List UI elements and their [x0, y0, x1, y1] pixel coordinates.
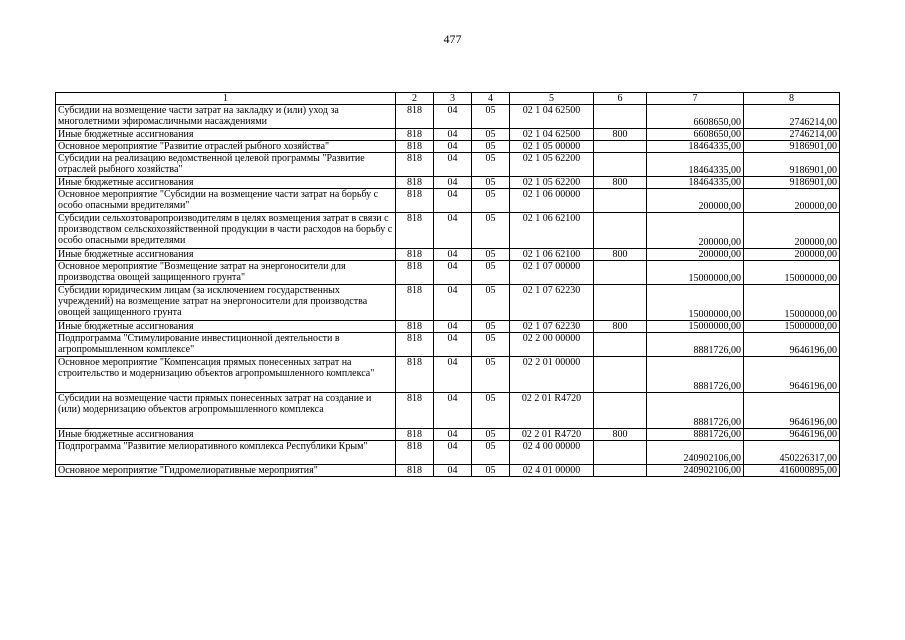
cell-name: Субсидии на возмещение части затрат на закладку и (или) уход за многолетними эфиромасличными насаждениями	[56, 105, 396, 129]
cell-chapter: 818	[396, 261, 434, 285]
table-row	[56, 105, 840, 129]
cell-amount-2020: 2746214,00	[744, 129, 840, 141]
cell-section: 04	[434, 261, 472, 285]
table-row	[56, 333, 840, 357]
cell-amount-2019: 18464335,00	[647, 177, 744, 189]
cell-chapter: 818	[396, 429, 434, 441]
cell-expense-type	[594, 357, 647, 393]
cell-expense-type	[594, 441, 647, 465]
cell-amount-2019: 200000,00	[647, 189, 744, 213]
cell-target-article: 02 1 04 62500	[510, 129, 594, 141]
cell-target-article: 02 1 06 00000	[510, 189, 594, 213]
table-row	[56, 141, 840, 153]
budget-table	[55, 92, 840, 477]
cell-section: 04	[434, 129, 472, 141]
cell-amount-2019: 8881726,00	[647, 429, 744, 441]
table-row	[56, 465, 840, 477]
cell-expense-type: 800	[594, 249, 647, 261]
cell-amount-2019: 8881726,00	[647, 393, 744, 429]
cell-section: 04	[434, 153, 472, 177]
cell-chapter: 818	[396, 213, 434, 249]
cell-expense-type	[594, 189, 647, 213]
cell-section: 04	[434, 429, 472, 441]
column-header-6: 6	[594, 93, 647, 105]
cell-subsection: 05	[472, 285, 510, 321]
cell-subsection: 05	[472, 357, 510, 393]
table-row	[56, 189, 840, 213]
cell-section: 04	[434, 357, 472, 393]
cell-expense-type	[594, 153, 647, 177]
cell-target-article: 02 1 07 62230	[510, 285, 594, 321]
cell-subsection: 05	[472, 105, 510, 129]
cell-amount-2019: 15000000,00	[647, 261, 744, 285]
cell-name: Основное мероприятие "Гидромелиоративные мероприятия"	[56, 465, 396, 477]
cell-subsection: 05	[472, 261, 510, 285]
cell-chapter: 818	[396, 189, 434, 213]
cell-name: Иные бюджетные ассигнования	[56, 177, 396, 189]
cell-amount-2019: 200000,00	[647, 213, 744, 249]
table-row	[56, 261, 840, 285]
cell-amount-2019: 8881726,00	[647, 333, 744, 357]
cell-amount-2020: 9646196,00	[744, 429, 840, 441]
cell-target-article: 02 2 01 R4720	[510, 393, 594, 429]
cell-section: 04	[434, 321, 472, 333]
cell-name: Субсидии юридическим лицам (за исключением государственных учреждений) на возмещение затрат на энергоносители для производства овощей защищенного грунта	[56, 285, 396, 321]
cell-name: Основное мероприятие "Субсидии на возмещение части затрат на борьбу с особо опасными вредителями"	[56, 189, 396, 213]
cell-section: 04	[434, 249, 472, 261]
cell-chapter: 818	[396, 357, 434, 393]
cell-amount-2020: 15000000,00	[744, 261, 840, 285]
column-header-8: 8	[744, 93, 840, 105]
cell-section: 04	[434, 105, 472, 129]
cell-chapter: 818	[396, 153, 434, 177]
cell-subsection: 05	[472, 393, 510, 429]
cell-section: 04	[434, 213, 472, 249]
cell-amount-2019: 6608650,00	[647, 105, 744, 129]
table-row	[56, 153, 840, 177]
cell-expense-type	[594, 285, 647, 321]
cell-name: Субсидии сельхозтоваропроизводителям в целях возмещения затрат в связи с производством сельскохозяйственной продукции в части расходов на борьбу с особо опасными вредителями	[56, 213, 396, 249]
cell-name: Иные бюджетные ассигнования	[56, 321, 396, 333]
cell-section: 04	[434, 393, 472, 429]
cell-expense-type	[594, 261, 647, 285]
cell-expense-type	[594, 213, 647, 249]
cell-amount-2019: 200000,00	[647, 249, 744, 261]
cell-chapter: 818	[396, 105, 434, 129]
cell-amount-2019: 6608650,00	[647, 129, 744, 141]
cell-subsection: 05	[472, 465, 510, 477]
cell-amount-2019: 240902106,00	[647, 465, 744, 477]
cell-amount-2019: 8881726,00	[647, 357, 744, 393]
cell-amount-2020: 9646196,00	[744, 393, 840, 429]
cell-section: 04	[434, 333, 472, 357]
cell-expense-type: 800	[594, 129, 647, 141]
cell-target-article: 02 4 00 00000	[510, 441, 594, 465]
cell-target-article: 02 4 01 00000	[510, 465, 594, 477]
table-row	[56, 285, 840, 321]
cell-expense-type	[594, 141, 647, 153]
cell-section: 04	[434, 177, 472, 189]
cell-expense-type	[594, 333, 647, 357]
table-row	[56, 321, 840, 333]
cell-chapter: 818	[396, 249, 434, 261]
cell-amount-2020: 200000,00	[744, 189, 840, 213]
cell-amount-2020: 9186901,00	[744, 141, 840, 153]
table-row	[56, 213, 840, 249]
page-number: 477	[443, 32, 462, 46]
cell-expense-type	[594, 105, 647, 129]
cell-amount-2020: 200000,00	[744, 213, 840, 249]
cell-name: Субсидии на реализацию ведомственной целевой программы "Развитие отраслей рыбного хозяйства"	[56, 153, 396, 177]
cell-name: Основное мероприятие "Компенсация прямых понесенных затрат на строительство и модернизацию объектов агропромышленного комплекса"	[56, 357, 396, 393]
cell-section: 04	[434, 141, 472, 153]
cell-subsection: 05	[472, 249, 510, 261]
cell-subsection: 05	[472, 333, 510, 357]
cell-subsection: 05	[472, 153, 510, 177]
cell-subsection: 05	[472, 321, 510, 333]
cell-amount-2019: 15000000,00	[647, 321, 744, 333]
column-header-4: 4	[472, 93, 510, 105]
cell-target-article: 02 1 05 62200	[510, 177, 594, 189]
cell-subsection: 05	[472, 441, 510, 465]
cell-subsection: 05	[472, 213, 510, 249]
cell-name: Основное мероприятие "Развитие отраслей рыбного хозяйства"	[56, 141, 396, 153]
cell-name: Иные бюджетные ассигнования	[56, 429, 396, 441]
cell-name: Подпрограмма "Стимулирование инвестиционной деятельности в агропромышленном комплексе"	[56, 333, 396, 357]
cell-amount-2020: 450226317,00	[744, 441, 840, 465]
table-row	[56, 129, 840, 141]
cell-amount-2020: 9186901,00	[744, 153, 840, 177]
cell-chapter: 818	[396, 177, 434, 189]
cell-subsection: 05	[472, 189, 510, 213]
cell-section: 04	[434, 189, 472, 213]
cell-target-article: 02 1 05 62200	[510, 153, 594, 177]
cell-chapter: 818	[396, 129, 434, 141]
cell-amount-2019: 18464335,00	[647, 153, 744, 177]
table-row	[56, 393, 840, 429]
cell-target-article: 02 1 05 00000	[510, 141, 594, 153]
cell-expense-type: 800	[594, 321, 647, 333]
column-header-1: 1	[56, 93, 396, 105]
cell-amount-2020: 9186901,00	[744, 177, 840, 189]
cell-target-article: 02 1 07 00000	[510, 261, 594, 285]
cell-chapter: 818	[396, 441, 434, 465]
cell-expense-type: 800	[594, 177, 647, 189]
table-row	[56, 357, 840, 393]
table-row	[56, 429, 840, 441]
cell-amount-2019: 15000000,00	[647, 285, 744, 321]
column-header-3: 3	[434, 93, 472, 105]
cell-target-article: 02 1 07 62230	[510, 321, 594, 333]
cell-amount-2020: 416000895,00	[744, 465, 840, 477]
cell-section: 04	[434, 441, 472, 465]
cell-amount-2019: 18464335,00	[647, 141, 744, 153]
cell-amount-2019: 240902106,00	[647, 441, 744, 465]
cell-target-article: 02 1 06 62100	[510, 213, 594, 249]
column-header-2: 2	[396, 93, 434, 105]
cell-expense-type	[594, 465, 647, 477]
cell-target-article: 02 2 00 00000	[510, 333, 594, 357]
cell-section: 04	[434, 465, 472, 477]
cell-name: Иные бюджетные ассигнования	[56, 249, 396, 261]
table-row	[56, 177, 840, 189]
cell-target-article: 02 2 01 R4720	[510, 429, 594, 441]
cell-amount-2020: 9646196,00	[744, 333, 840, 357]
cell-subsection: 05	[472, 177, 510, 189]
cell-subsection: 05	[472, 129, 510, 141]
cell-amount-2020: 15000000,00	[744, 321, 840, 333]
cell-name: Субсидии на возмещение части прямых понесенных затрат на создание и (или) модернизацию объектов агропромышленного комплекса	[56, 393, 396, 429]
cell-expense-type: 800	[594, 429, 647, 441]
cell-expense-type	[594, 393, 647, 429]
cell-name: Подпрограмма "Развитие мелиоративного комплекса Республики Крым"	[56, 441, 396, 465]
header-row	[56, 93, 840, 105]
cell-name: Основное мероприятие "Возмещение затрат на энергоносители для производства овощей защищенного грунта"	[56, 261, 396, 285]
cell-subsection: 05	[472, 141, 510, 153]
column-header-5: 5	[510, 93, 594, 105]
cell-chapter: 818	[396, 465, 434, 477]
cell-name: Иные бюджетные ассигнования	[56, 129, 396, 141]
cell-chapter: 818	[396, 333, 434, 357]
cell-amount-2020: 2746214,00	[744, 105, 840, 129]
cell-section: 04	[434, 285, 472, 321]
column-header-7: 7	[647, 93, 744, 105]
cell-target-article: 02 1 04 62500	[510, 105, 594, 129]
cell-subsection: 05	[472, 429, 510, 441]
cell-amount-2020: 15000000,00	[744, 285, 840, 321]
cell-chapter: 818	[396, 321, 434, 333]
cell-target-article: 02 1 06 62100	[510, 249, 594, 261]
cell-chapter: 818	[396, 393, 434, 429]
cell-amount-2020: 9646196,00	[744, 357, 840, 393]
cell-amount-2020: 200000,00	[744, 249, 840, 261]
cell-target-article: 02 2 01 00000	[510, 357, 594, 393]
table-row	[56, 249, 840, 261]
table-row	[56, 441, 840, 465]
cell-chapter: 818	[396, 141, 434, 153]
cell-chapter: 818	[396, 285, 434, 321]
